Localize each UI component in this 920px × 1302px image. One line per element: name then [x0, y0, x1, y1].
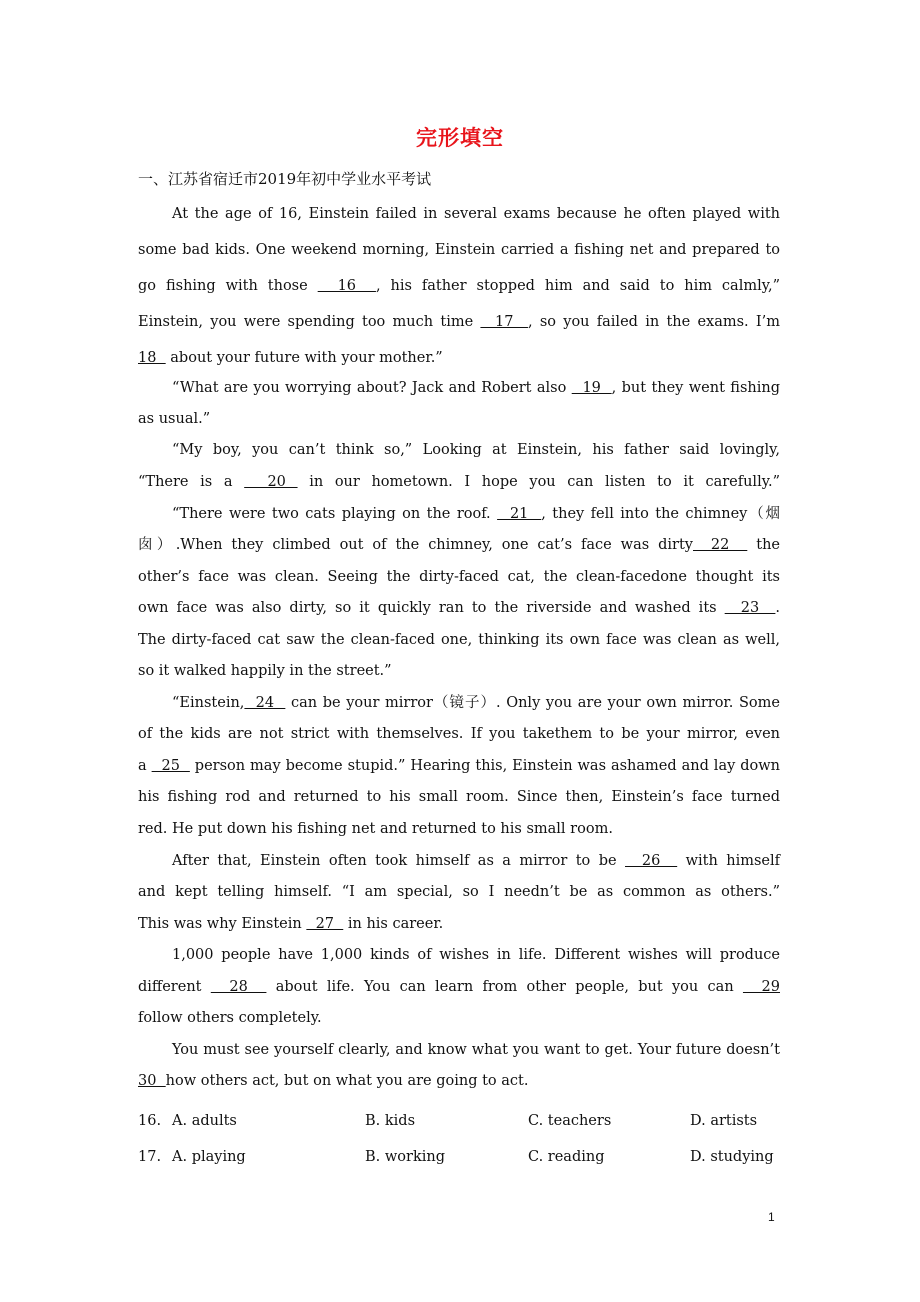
option-b: B. working	[365, 1149, 445, 1165]
question-number: 16.	[138, 1113, 162, 1129]
passage-line	[172, 850, 780, 872]
option-c: C. teachers	[528, 1113, 612, 1129]
text-segment: go fishing with those	[138, 278, 318, 294]
passage-line: You must see yourself clearly, and know what you want to get. Your future doesn’t	[172, 1042, 780, 1058]
passage-line	[138, 275, 780, 297]
passage-line	[138, 597, 780, 619]
blank-19: 19	[571, 380, 612, 396]
blank-27: 27	[306, 916, 344, 932]
passage-line: so it walked happily in the street.”	[138, 663, 392, 679]
text-segment: Einstein, you were spending too much time	[138, 314, 481, 330]
page-title: 完形填空	[416, 125, 504, 150]
text-segment: 囱）.When they climbed out of the chimney, one cat’s face was dirty	[138, 537, 693, 553]
text-segment: “There is a	[138, 474, 245, 490]
passage-line: At the age of 16, Einstein failed in several exams because he often played with	[172, 206, 780, 222]
passage-line	[172, 377, 780, 399]
passage-line: and kept telling himself. “I am special, so I needn’t be as common as others.”	[138, 884, 780, 900]
passage-line	[138, 913, 780, 935]
text-segment: about your future with your mother.”	[165, 350, 443, 366]
option-a: A. playing	[172, 1149, 246, 1165]
text-segment: “What are you worrying about? Jack and Robert also	[172, 380, 572, 396]
passage-line: “My boy, you can’t think so,” Looking at Einstein, his father said lovingly,	[172, 442, 780, 458]
text-segment: After that, Einstein often took himself as a mirror to be	[172, 853, 626, 869]
text-segment: about life. You can learn from other people, but you can	[266, 979, 743, 995]
blank-29: 29	[742, 979, 780, 995]
option-d: D. artists	[690, 1113, 758, 1129]
passage-line	[138, 347, 780, 369]
text-segment: .	[775, 600, 781, 616]
passage-line	[172, 692, 780, 714]
question-number: 17.	[138, 1149, 162, 1165]
text-segment: how others act, but on what you are going to act.	[165, 1073, 529, 1089]
option-a: A. adults	[172, 1113, 237, 1129]
passage-line: 1,000 people have 1,000 kinds of wishes in life. Different wishes will produce	[172, 947, 780, 963]
blank-16: 16	[317, 278, 376, 294]
page-number: 1	[768, 1210, 775, 1224]
passage-line: his fishing rod and returned to his small room. Since then, Einstein’s face turned	[138, 789, 780, 805]
passage-line	[138, 534, 780, 556]
text-segment: , they fell into the chimney（烟	[541, 506, 781, 522]
blank-30: 30	[138, 1073, 166, 1089]
passage-line: follow others completely.	[138, 1010, 322, 1026]
text-segment: in his career.	[343, 916, 444, 932]
passage-line: as usual.”	[138, 411, 211, 427]
passage-line	[172, 503, 780, 525]
text-segment: , but they went fishing	[611, 380, 780, 396]
option-c: C. reading	[528, 1149, 605, 1165]
blank-17: 17	[480, 314, 528, 330]
text-segment: , his father stopped him and said to him calmly,”	[375, 278, 781, 294]
text-segment: This was why Einstein	[138, 916, 307, 932]
text-segment: can be your mirror（镜子）. Only you are your own mirror. Some	[285, 695, 780, 711]
blank-21: 21	[497, 506, 542, 522]
passage-line: The dirty-faced cat saw the clean-faced one, thinking its own face was clean as well,	[138, 632, 780, 648]
passage-line	[138, 471, 780, 493]
text-segment: , so you failed in the exams. I’m	[527, 314, 781, 330]
passage-line	[138, 311, 780, 333]
text-segment: a	[138, 758, 152, 774]
passage-line: other’s face was clean. Seeing the dirty-faced cat, the clean-facedone thought its	[138, 569, 780, 585]
text-segment: in our hometown. I hope you can listen to it carefully.”	[297, 474, 780, 490]
text-segment: own face was also dirty, so it quickly ran to the riverside and washed its	[138, 600, 725, 616]
blank-20: 20	[244, 474, 298, 490]
passage-line	[138, 976, 780, 998]
passage-line: red. He put down his fishing net and returned to his small room.	[138, 821, 613, 837]
text-segment: the	[747, 537, 781, 553]
passage-line	[138, 1070, 780, 1092]
option-b: B. kids	[365, 1113, 416, 1129]
section-heading: 一、江苏省宿迁市2019年初中学业水平考试	[138, 170, 432, 188]
blank-18: 18	[138, 350, 166, 366]
blank-28: 28	[210, 979, 267, 995]
blank-23: 23	[724, 600, 776, 616]
text-segment: with himself	[677, 853, 781, 869]
text-segment: “There were two cats playing on the roof.	[172, 506, 498, 522]
blank-26: 26	[625, 853, 678, 869]
option-d: D. studying	[690, 1149, 774, 1165]
blank-24: 24	[244, 695, 286, 711]
passage-line: of the kids are not strict with themselves. If you takethem to be your mirror, even	[138, 726, 780, 742]
text-segment: person may become stupid.” Hearing this, Einstein was ashamed and lay down	[189, 758, 780, 774]
passage-line	[138, 755, 780, 777]
passage-line: some bad kids. One weekend morning, Einstein carried a fishing net and prepared to	[138, 242, 780, 258]
blank-22: 22	[693, 537, 748, 553]
blank-25: 25	[151, 758, 190, 774]
text-segment: “Einstein,	[172, 695, 245, 711]
text-segment: different	[138, 979, 211, 995]
